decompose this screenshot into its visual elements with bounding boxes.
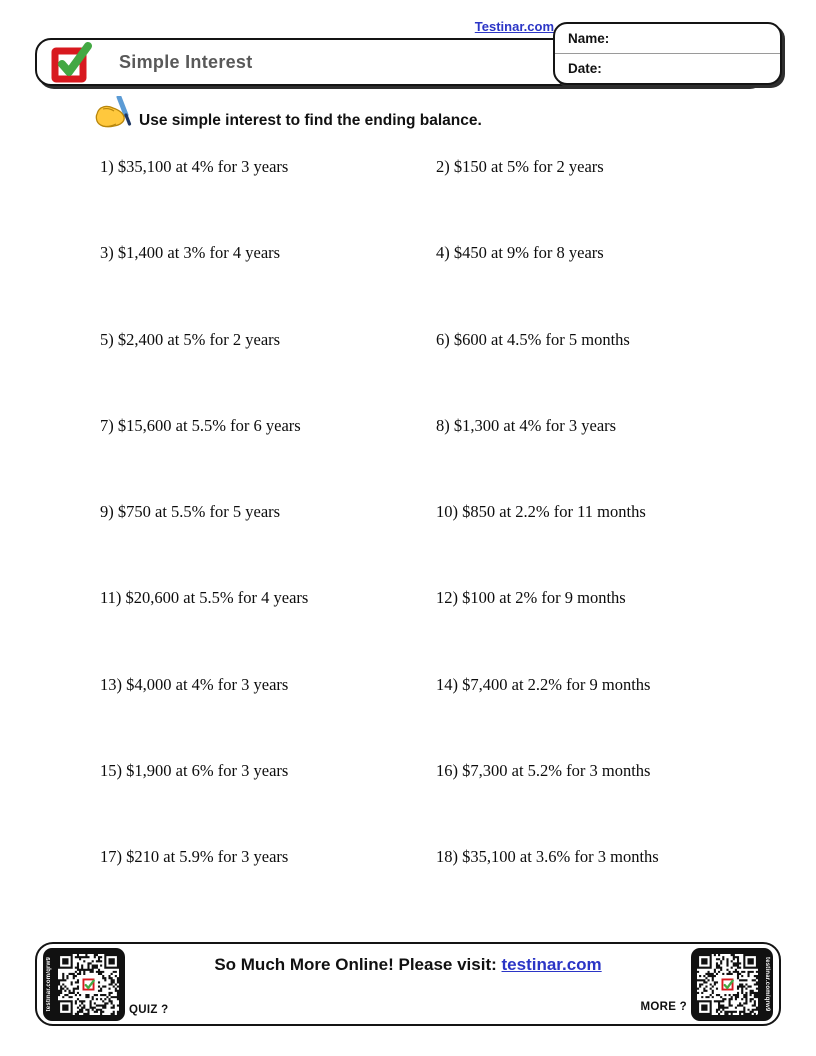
problem-4: 4) $450 at 9% for 8 years [436,243,604,263]
problem-5: 5) $2,400 at 5% for 2 years [100,329,281,349]
problem-1: 1) $35,100 at 4% for 3 years [100,157,289,176]
qr-right-caption: testinar.com/qrw9 [764,957,770,1012]
testinar-site-link[interactable]: Testinar.com [474,19,554,34]
qr-code-icon [697,954,758,1015]
problem-7: 7) $15,600 at 5.5% for 6 years [100,415,301,435]
problem-12: 12) $100 at 2% for 9 months [436,588,626,608]
problem-3: 3) $1,400 at 3% for 4 years [100,243,281,263]
qr-code-right [691,948,773,1021]
more-label: MORE ? [640,1001,687,1013]
footer-testinar-link[interactable]: testinar.com [501,955,602,974]
page-title: Simple Interest [119,51,253,72]
name-field[interactable] [555,24,780,54]
name-date-box [553,22,782,85]
footer-message [37,955,779,975]
problem-14: 14) $7,400 at 2.2% for 9 months [436,674,651,694]
problem-13: 13) $4,000 at 4% for 3 years [100,674,289,694]
footer-banner [35,942,781,1026]
date-label: Date: [568,61,602,76]
problem-2: 2) $150 at 5% for 2 years [436,157,604,176]
date-field[interactable] [555,54,780,83]
problem-11: 11) $20,600 at 5.5% for 4 years [100,588,309,608]
problems-grid [100,156,760,933]
problem-8: 8) $1,300 at 4% for 3 years [436,415,617,435]
name-label: Name: [568,31,610,46]
problem-18: 18) $35,100 at 3.6% for 3 months [436,847,659,867]
instruction-text: Use simple interest to find the ending balance. [139,112,482,129]
problem-6: 6) $600 at 4.5% for 5 months [436,329,630,349]
quiz-label: QUIZ ? [129,1004,169,1016]
problem-15: 15) $1,900 at 6% for 3 years [100,761,289,781]
instruction-row [94,96,482,133]
checkbox-logo-icon [49,40,93,84]
qr-left-caption: testinar.com/qrw9 [46,957,52,1012]
writing-hand-icon [94,96,138,133]
problem-17: 17) $210 at 5.9% for 3 years [100,847,289,867]
problem-9: 9) $750 at 5.5% for 5 years [100,502,281,522]
problem-16: 16) $7,300 at 5.2% for 3 months [436,761,651,781]
problem-10: 10) $850 at 2.2% for 11 months [436,502,646,522]
footer-message-text: So Much More Online! Please visit: [214,955,502,974]
